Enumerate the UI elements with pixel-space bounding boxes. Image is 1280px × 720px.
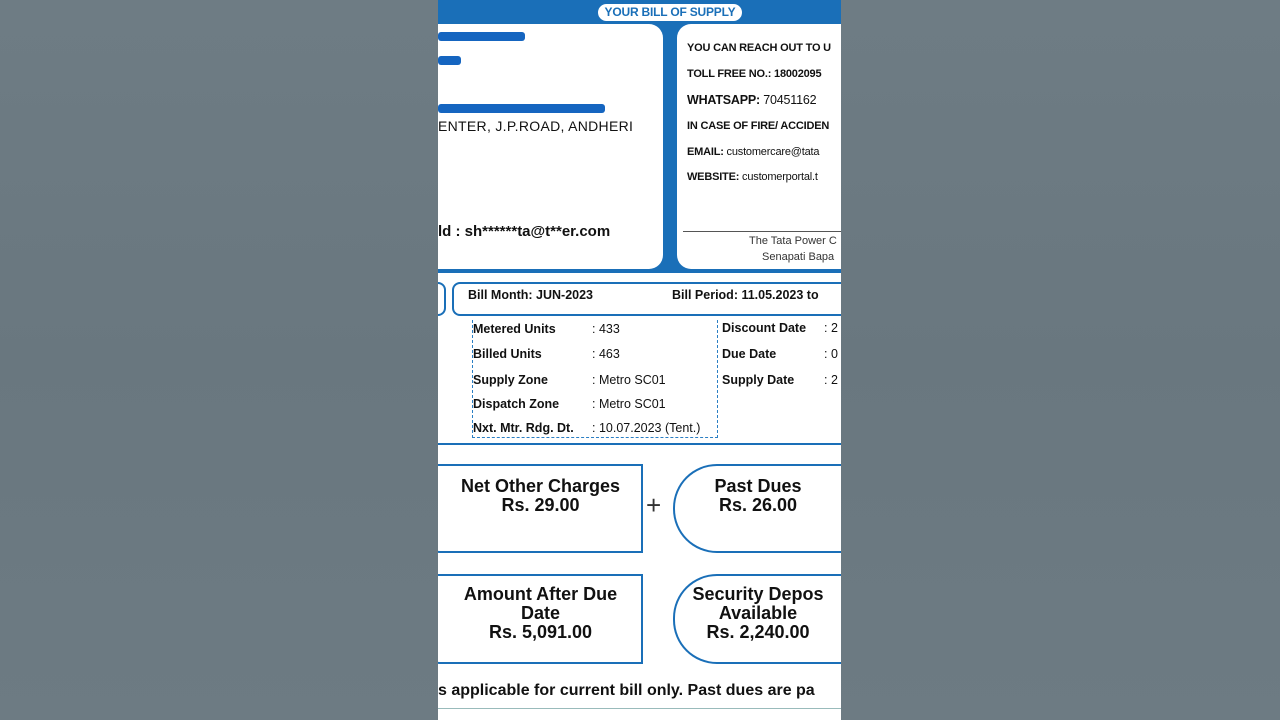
company-name-line: The Tata Power C (749, 235, 837, 247)
amount-after-due-label: Amount After Due (463, 584, 618, 604)
security-deposit-card (673, 574, 841, 664)
bill-period: Bill Period: 11.05.2023 to (672, 288, 819, 302)
redaction-bar (438, 104, 605, 113)
discount-date-value: : 2 (824, 321, 838, 335)
past-dues-amount: Rs. 26.00 (718, 495, 798, 515)
email-value: customercare@tata (726, 146, 820, 158)
past-dues-card (673, 464, 841, 553)
address-line: ENTER, J.P.ROAD, ANDHERI (438, 118, 634, 134)
dispatch-zone-value: : Metro SC01 (592, 397, 666, 411)
whatsapp-value: 70451162 (763, 93, 817, 107)
toll-free-line (687, 68, 821, 80)
blurred-background-right (841, 0, 1280, 720)
website-line (687, 171, 818, 183)
email-contact-line (687, 146, 819, 158)
supply-date-label: Supply Date (722, 373, 795, 387)
redaction-bar (438, 56, 461, 65)
blurred-background-left (0, 0, 438, 720)
bill-month: Bill Month: JUN-2023 (468, 288, 594, 302)
email-label: EMAIL: (687, 146, 724, 158)
redaction-bar (438, 32, 525, 41)
supply-zone-value: : Metro SC01 (592, 373, 666, 387)
whatsapp-label: WHATSAPP: (687, 93, 760, 107)
due-date-value: : 0 (824, 347, 838, 361)
amount-after-due-card (438, 574, 643, 664)
metered-units-label: Metered Units (473, 322, 556, 336)
next-meter-reading-label: Nxt. Mtr. Rdg. Dt. (473, 421, 574, 435)
footer-rule (438, 708, 841, 709)
company-address-line: Senapati Bapa (762, 251, 835, 263)
whatsapp-line (687, 93, 816, 107)
fire-accident-line: IN CASE OF FIRE/ ACCIDEN (687, 120, 830, 132)
amount-after-due-label-2: Date (520, 603, 560, 623)
bill-title: YOUR BILL OF SUPPLY (596, 2, 744, 23)
toll-free-value: 18002095 (774, 68, 822, 80)
next-meter-reading-value: : 10.07.2023 (Tent.) (592, 421, 701, 435)
website-label: WEBSITE: (687, 171, 740, 183)
reach-out-heading: YOU CAN REACH OUT TO U (687, 42, 831, 54)
signature-rule (683, 231, 841, 232)
billed-units-label: Billed Units (473, 347, 542, 361)
website-value: customerportal.t (742, 171, 818, 183)
plus-sign: + (646, 490, 662, 520)
dispatch-zone-label: Dispatch Zone (473, 397, 560, 411)
toll-free-label: TOLL FREE NO.: (687, 68, 772, 80)
footer-note: s applicable for current bill only. Past dues are pa (438, 682, 815, 699)
net-other-charges-amount: Rs. 29.00 (501, 495, 580, 515)
security-deposit-label-2: Available (718, 603, 798, 623)
metered-units-value: : 433 (592, 322, 620, 336)
security-deposit-amount: Rs. 2,240.00 (706, 622, 810, 642)
security-deposit-label: Security Depos (692, 584, 824, 604)
past-dues-label: Past Dues (714, 476, 802, 496)
net-other-charges-label: Net Other Charges (460, 476, 621, 496)
strip-left-tab (438, 282, 446, 316)
customer-email: ld : sh******ta@t**er.com (438, 223, 611, 240)
supply-zone-label: Supply Zone (473, 373, 548, 387)
supply-date-value: : 2 (824, 373, 838, 387)
bill-document (438, 0, 841, 720)
due-date-label: Due Date (722, 347, 777, 361)
discount-date-label: Discount Date (722, 321, 807, 335)
amount-after-due-amount: Rs. 5,091.00 (488, 622, 593, 642)
net-other-charges-card (438, 464, 643, 553)
billed-units-value: : 463 (592, 347, 620, 361)
